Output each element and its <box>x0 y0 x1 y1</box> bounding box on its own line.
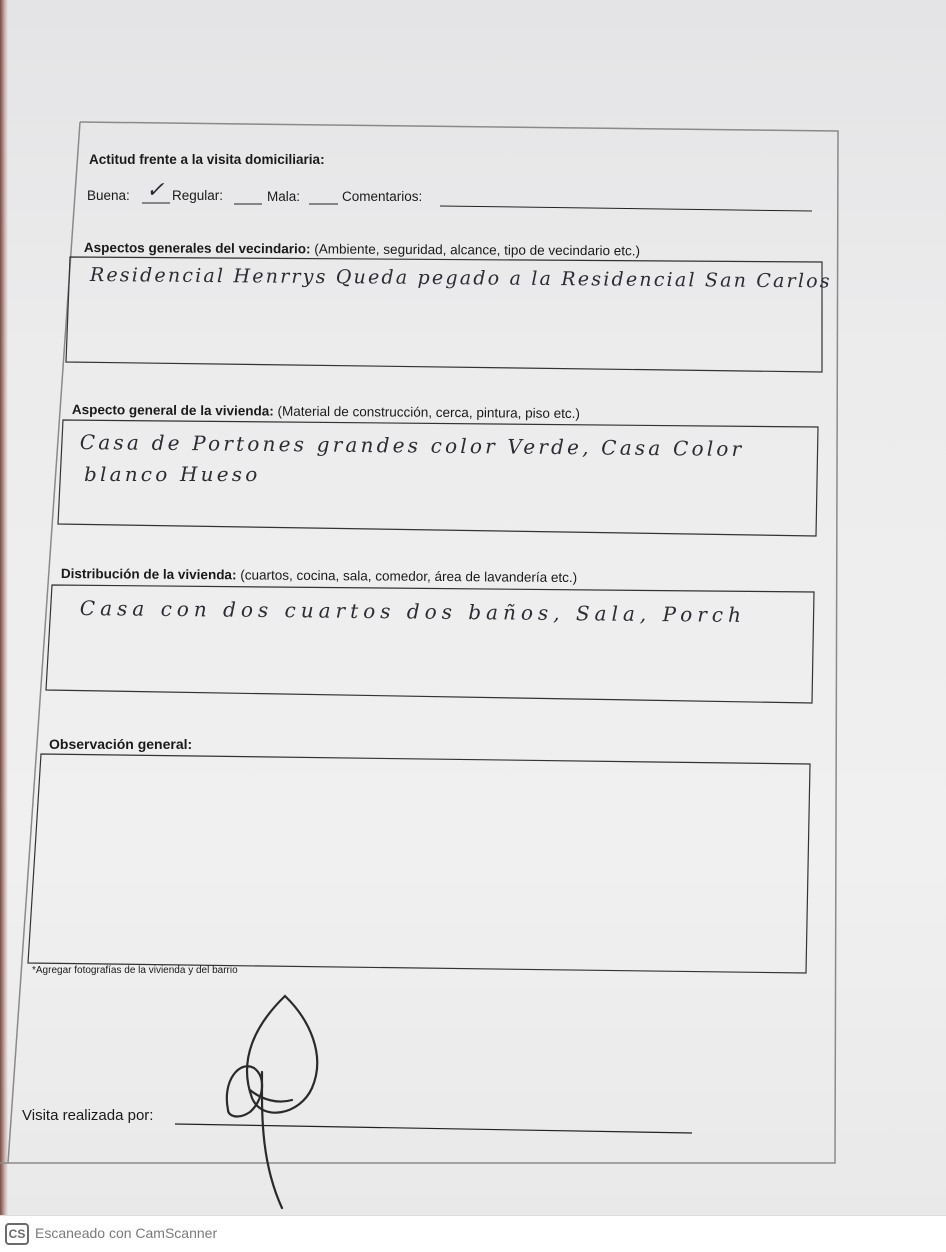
house-appearance-hint: (Material de construcción, cerca, pintura, piso etc.) <box>277 403 580 421</box>
photos-note: *Agregar fotografías de la vivienda y del barrio <box>32 965 238 976</box>
visit-by-label: Visita realizada por: <box>22 1107 154 1124</box>
regular-label: Regular: <box>172 188 224 203</box>
house-appearance-answer-line1: Casa de Portones grandes color Verde, Casa Color <box>79 430 745 461</box>
buena-label: Buena: <box>87 188 130 203</box>
signature-line <box>175 1124 692 1133</box>
observation-heading: Observación general: <box>49 736 193 752</box>
distribution-hint: (cuartos, cocina, sala, comedor, área de lavandería etc.) <box>240 567 578 586</box>
neighborhood-answer-line1: Residencial Henrrys Queda pegado a la Residencial San Carlos <box>89 264 832 293</box>
camscanner-logo: CS <box>5 1223 29 1245</box>
house-appearance-heading: Aspecto general de la vivienda: <box>71 402 274 419</box>
distribution-heading: Distribución de la vivienda: <box>60 566 237 583</box>
buena-checkmark: ✓ <box>146 178 165 203</box>
observation-box <box>28 754 810 973</box>
comentarios-blank-line <box>440 206 812 211</box>
comentarios-label: Comentarios: <box>342 189 423 204</box>
attitude-heading: Actitud frente a la visita domiciliaria: <box>89 152 325 167</box>
mala-label: Mala: <box>267 189 301 204</box>
neighborhood-heading: Aspectos generales del vecindario: <box>83 240 311 257</box>
house-appearance-answer-line2: blanco Hueso <box>84 462 261 486</box>
distribution-answer-line1: Casa con dos cuartos dos baños, Sala, Porch <box>79 596 747 627</box>
neighborhood-hint: (Ambiente, seguridad, alcance, tipo de vecindario etc.) <box>314 241 641 259</box>
camscanner-watermark-text: Escaneado con CamScanner <box>35 1225 218 1241</box>
signature-drawing <box>227 996 317 1208</box>
